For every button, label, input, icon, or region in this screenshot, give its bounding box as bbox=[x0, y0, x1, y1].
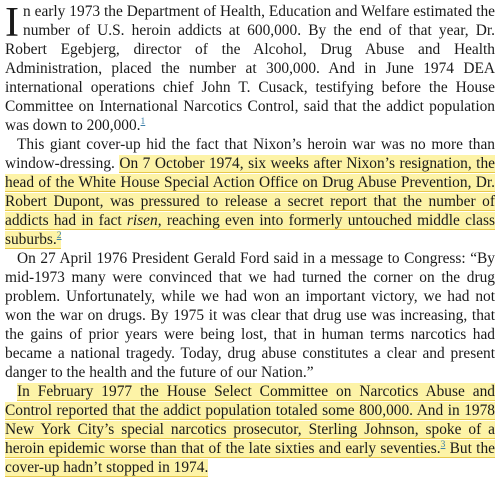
highlight-1-text-a: On 7 October 1974, six weeks after Nixon’s resignation, the head of the White House Special Action Office on Drug Abuse Prevention, Dr. Robert Dupont, was pressured to release a secret report that the number of addicts had in fact bbox=[5, 155, 495, 229]
paragraph-2 bbox=[5, 135, 495, 249]
highlight-1-text-b: , reaching even into formerly untouched middle class suburbs. bbox=[5, 212, 495, 248]
paragraph-4 bbox=[5, 382, 495, 477]
footnote-ref-1 bbox=[141, 117, 146, 127]
footnote-link-1[interactable]: 1 bbox=[140, 117, 146, 127]
paragraph-1-text: n early 1973 the Department of Health, Education and Welfare estimated the number of U.S. heroin addicts at 600,000. By the end of that year, Dr. Robert Egebjerg, director of the Alcohol, Drug Abuse and Health Administration, placed the number at 300,000. And in June 1974 DEA international operations chief John T. Cusack, testifying before the House Committee on International Narcotics Control, said that the addict population was down to 200,000. bbox=[5, 3, 495, 134]
emphasis-risen: risen bbox=[126, 212, 158, 229]
footnote-link-3[interactable]: 3 bbox=[440, 440, 446, 450]
footnote-link-2[interactable]: 2 bbox=[56, 231, 62, 241]
paragraph-3-text: On 27 April 1976 President Gerald Ford said in a message to Congress: “By mid-1973 many were convinced that we had turned the corner on the drug problem. Unfortunately, while we had won an important victory, we had not won the war on drugs. By 1975 it was clear that drug use was increasing, that the gains of prior years were being lost, that in human terms narcotics had became a national tragedy. Today, drug abuse constitutes a clear and present danger to the health and the future of our Nation.” bbox=[5, 250, 495, 381]
footnote-ref-2 bbox=[57, 231, 62, 241]
drop-cap: I bbox=[5, 0, 19, 46]
highlight-2-text-end: But the cover-up hadn’t stopped in 1974. bbox=[5, 440, 495, 476]
paragraph-3 bbox=[5, 249, 495, 382]
paragraph-1 bbox=[5, 2, 495, 135]
document-page bbox=[5, 2, 495, 477]
paragraph-2-text: This giant cover-up hid the fact that Nixon’s heroin war was no more than window-dressing. bbox=[5, 136, 495, 172]
highlight-2-text: In February 1977 the House Select Committee on Narcotics Abuse and Control reported that the addict population totaled some 800,000. And in 1978 New York City’s special narcotics prosecutor, Sterling Johnson, spoke of a heroin epidemic worse than that of the late sixties and early seventies. bbox=[5, 383, 495, 457]
highlight-passage-2 bbox=[5, 383, 495, 477]
